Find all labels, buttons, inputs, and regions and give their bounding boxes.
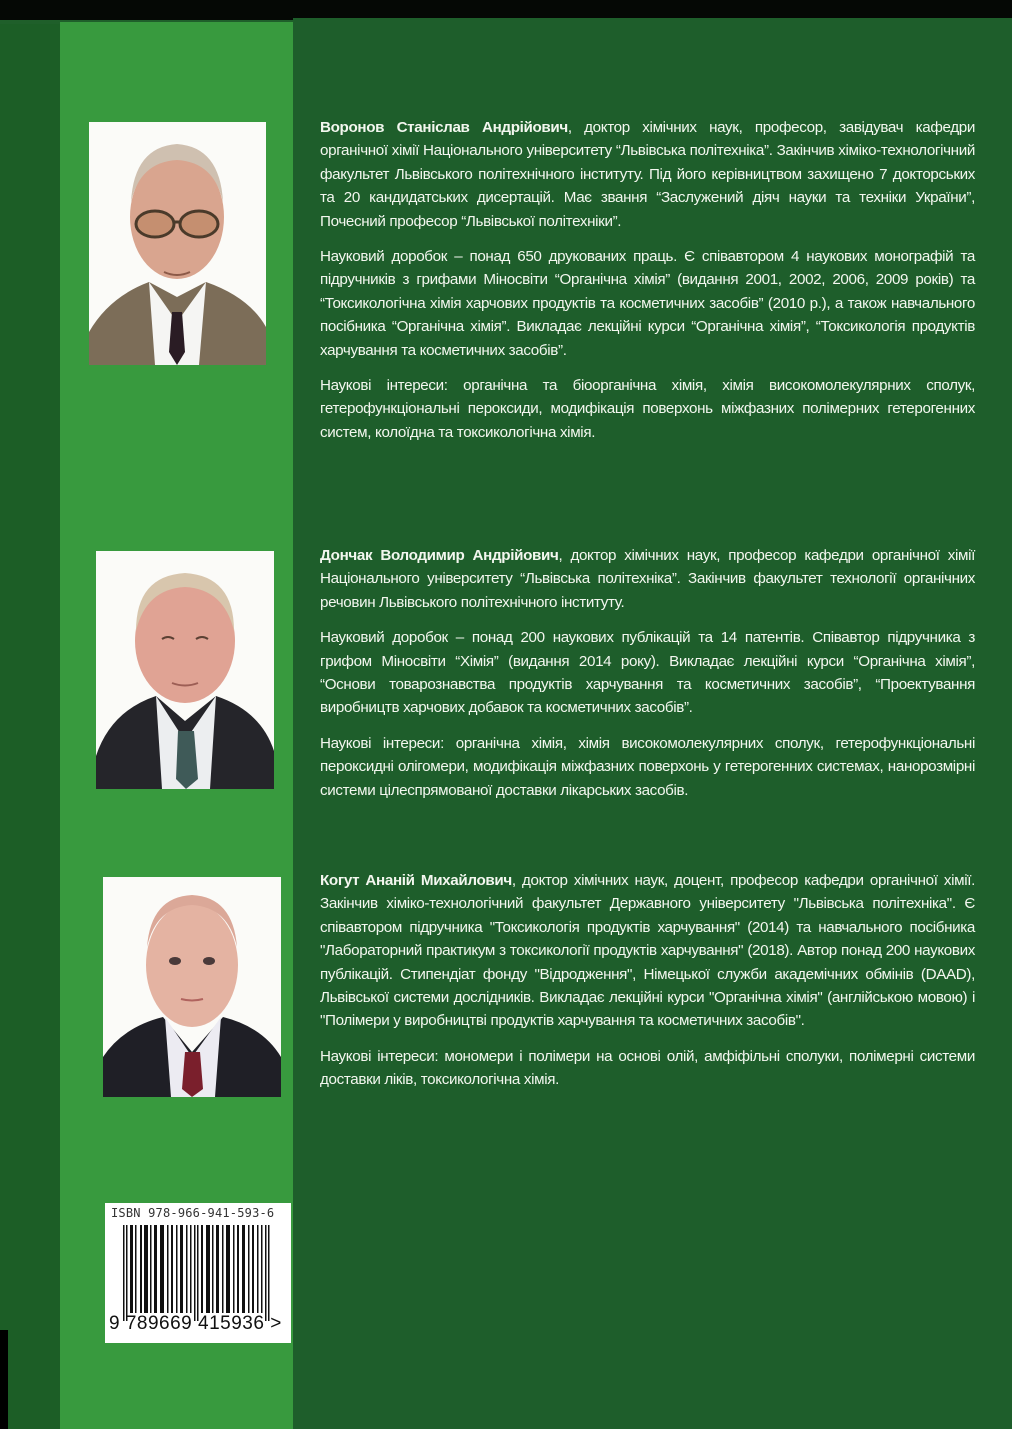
- spine-strip: [0, 24, 60, 1429]
- bio-interests: Наукові інтереси: мономери і полімери на основі олій, амфіфільні сполуки, полімерні системи доставки ліків, токсикологічна хімія.: [320, 1047, 975, 1089]
- author-name: Дончак Володимир Андрійович: [320, 547, 559, 564]
- bio-intro-text: , доктор хімічних наук, професор, завідувач кафедри органічної хімії Національного університету “Львівська політехніка”. Закінчив хіміко-технологічний факультет Львівського політехнічного інституту. Під його керівництвом захищено 7 докторських та 20 кандидатських дисертацій. Має звання “Заслужений діяч науки та техніки України”, Почесний професор “Львівської політехніки”.: [320, 119, 975, 230]
- barcode-bars-icon: [123, 1225, 273, 1321]
- bio-interests: Наукові інтереси: органічна хімія, хімія високомолекулярних сполук, гетерофункціональні пероксидні олігомери, модифікація міжфазних поверхонь у гетерогенних системах, нанорозмірні системи цілеспрямованої доставки лікарських засобів.: [320, 734, 975, 799]
- isbn-label: ISBN 978-966-941-593-6: [111, 1206, 275, 1220]
- author-photo-donchak: [96, 551, 274, 789]
- bio-intro: [320, 544, 975, 614]
- portrait-photo-icon: [89, 122, 266, 365]
- author-photo-kohut: [103, 877, 281, 1097]
- author-bio-donchak: [320, 544, 975, 814]
- bio-intro-text: , доктор хімічних наук, професор кафедри органічної хімії Національного університету “Львівська політехніка”. Закінчив факультет технології органічних речовин Львівського політехнічного інституту.: [320, 547, 975, 611]
- scan-edge: [0, 1330, 8, 1429]
- author-bio-kohut: [320, 869, 975, 1104]
- portrait-photo-icon: [96, 551, 274, 789]
- bio-intro: [320, 869, 975, 1033]
- bio-interests: Наукові інтереси: органічна та біоорганічна хімія, хімія високомолекулярних сполук, гетерофункціональні пероксиди, модифікація поверхонь міжфазних полімерних гетерогенних систем, колоїдна та токсикологічна хімія.: [320, 377, 975, 441]
- barcode-digits: 9 789669 415936 >: [109, 1313, 282, 1334]
- portrait-photo-icon: [103, 877, 281, 1097]
- bio-intro: [320, 116, 975, 233]
- author-photo-voronov: [89, 122, 266, 365]
- bio-work: Науковий доробок – понад 650 друкованих праць. Є співавтором 4 наукових монографій та підручників з грифами Міносвіти “Органічна хімія” (видання 2001, 2002, 2006, 2009 років) та “Токсикологічна хімія харчових продуктів та косметичних засобів” (2010 р.), а також навчального посібника “Органічна хімія”. Викладає лекційні курси “Органічна хімія”, “Токсикологія продуктів харчування та косметичних засобів”.: [320, 248, 975, 359]
- author-name: Воронов Станіслав Андрійович: [320, 119, 568, 136]
- author-bio-voronov: [320, 116, 975, 456]
- author-name: Когут Ананій Михайлович: [320, 872, 512, 889]
- isbn-barcode: [105, 1203, 291, 1343]
- bio-intro-text: , доктор хімічних наук, доцент, професор кафедри органічної хімії. Закінчив хіміко-технологічний факультет Державного університету "Львівська політехніка". Є співавтором підручника "Токсикологія продуктів харчування" (2014) та навчального посібника "Лабораторний практикум з токсикології продуктів харчування" (2018). Автор понад 200 наукових публікацій. Стипендіат фонду "Відродження", Німецької служби академічних обмінів (DAAD), Львівської системи дослідників. Викладає лекційні курси "Органічна хімія" (англійською мовою) і "Полімери у виробництві продуктів харчування та косметичних засобів".: [320, 872, 975, 1030]
- bio-work: Науковий доробок – понад 200 наукових публікацій та 14 патентів. Співавтор підручника з грифом Міносвіти “Хімія” (видання 2014 року). Викладає лекційні курси “Органічна хімія”, “Основи товарознавства продуктів харчування та косметичних засобів”, “Проектування виробництв харчових добавок та косметичних засобів”.: [320, 629, 975, 717]
